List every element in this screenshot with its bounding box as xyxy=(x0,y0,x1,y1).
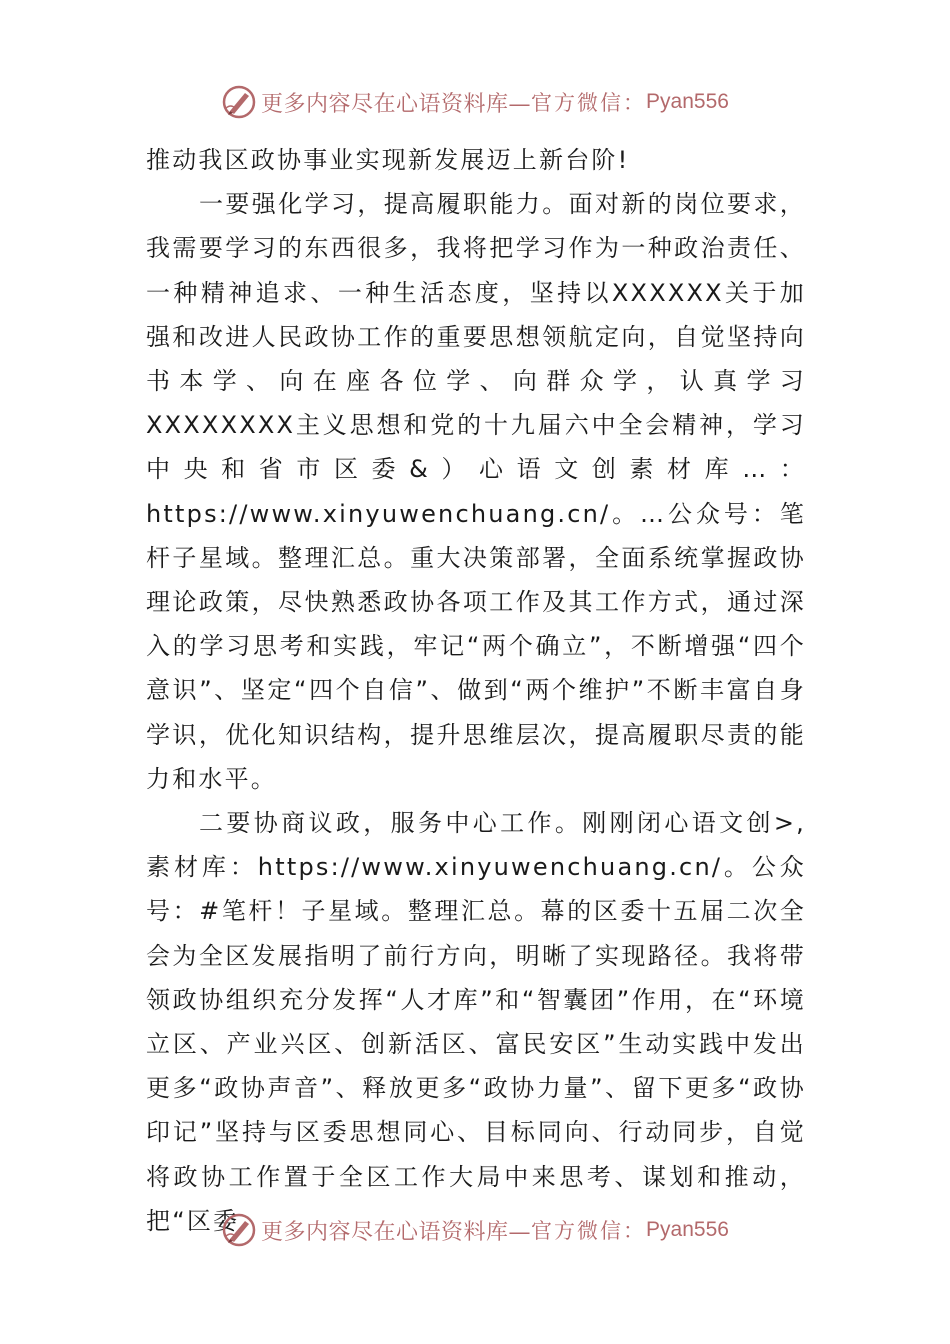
pen-logo-icon xyxy=(221,84,257,120)
pen-logo-icon xyxy=(221,1212,257,1248)
banner-wechat-id: Pyan556 xyxy=(646,1218,729,1241)
banner-wechat-label: 官方微信： xyxy=(531,1219,647,1243)
banner-text: 更多内容尽在心语资料库— xyxy=(261,91,532,117)
banner-wechat-label: 官方微信： xyxy=(531,91,647,115)
paragraph-study: 一要强化学习，提高履职能力。面对新的岗位要求，我需要学习的东西很多，我将把学习作为一种政治责任、一种精神追求、一种生活态度，坚持以XXXXXX关于加强和改进人民政协工作的重要思想领航定向，自觉坚持向书本学、向在座各位学、向群众学，认真学习XXXXXXXX主义思想和党的十九届六中全会精神，学习中央和省市区委&）心语文创素材库…：https://www.xinyuwenchuang.cn/。…公众号：笔杆子星域。整理汇总。重大决策部署，全面系统掌握政协理论政策，尽快熟悉政协各项工作及其工作方式，通过深入的学习思考和实践，牢记“两个确立”，不断增强“四个意识”、坚定“四个自信”、做到“两个维护”不断丰富自身学识，优化知识结构，提升思维层次，提高履职尽责的能力和水平。 xyxy=(146,190,806,793)
footer-banner xyxy=(0,1208,950,1252)
paragraph-consultation: 二要协商议政，服务中心工作。刚刚闭心语文创>,素材库：https://www.xinyuwenchuang.cn/。公众号：#笔杆！子星域。整理汇总。幕的区委十五届二次全会为全区发展指明了前行方向，明晰了实现路径。我将带领政协组织充分发挥“人才库”和“智囊团”作用，在“环境立区、产业兴区、创新活区、富民安区”生动实践中发出更多“政协声音”、释放更多“政协力量”、留下更多“政协印记”坚持与区委思想同心、目标同向、行动同步，自觉将政协工作置于全区工作大局中来思考、谋划和推动，把“区委 xyxy=(146,809,806,1235)
banner-text: 更多内容尽在心语资料库— xyxy=(261,1219,532,1245)
banner-wechat-id: Pyan556 xyxy=(646,90,729,113)
document-body xyxy=(146,138,806,1243)
continuation-line: 推动我区政协事业实现新发展迈上新台阶! xyxy=(146,146,630,174)
header-banner xyxy=(0,80,950,124)
